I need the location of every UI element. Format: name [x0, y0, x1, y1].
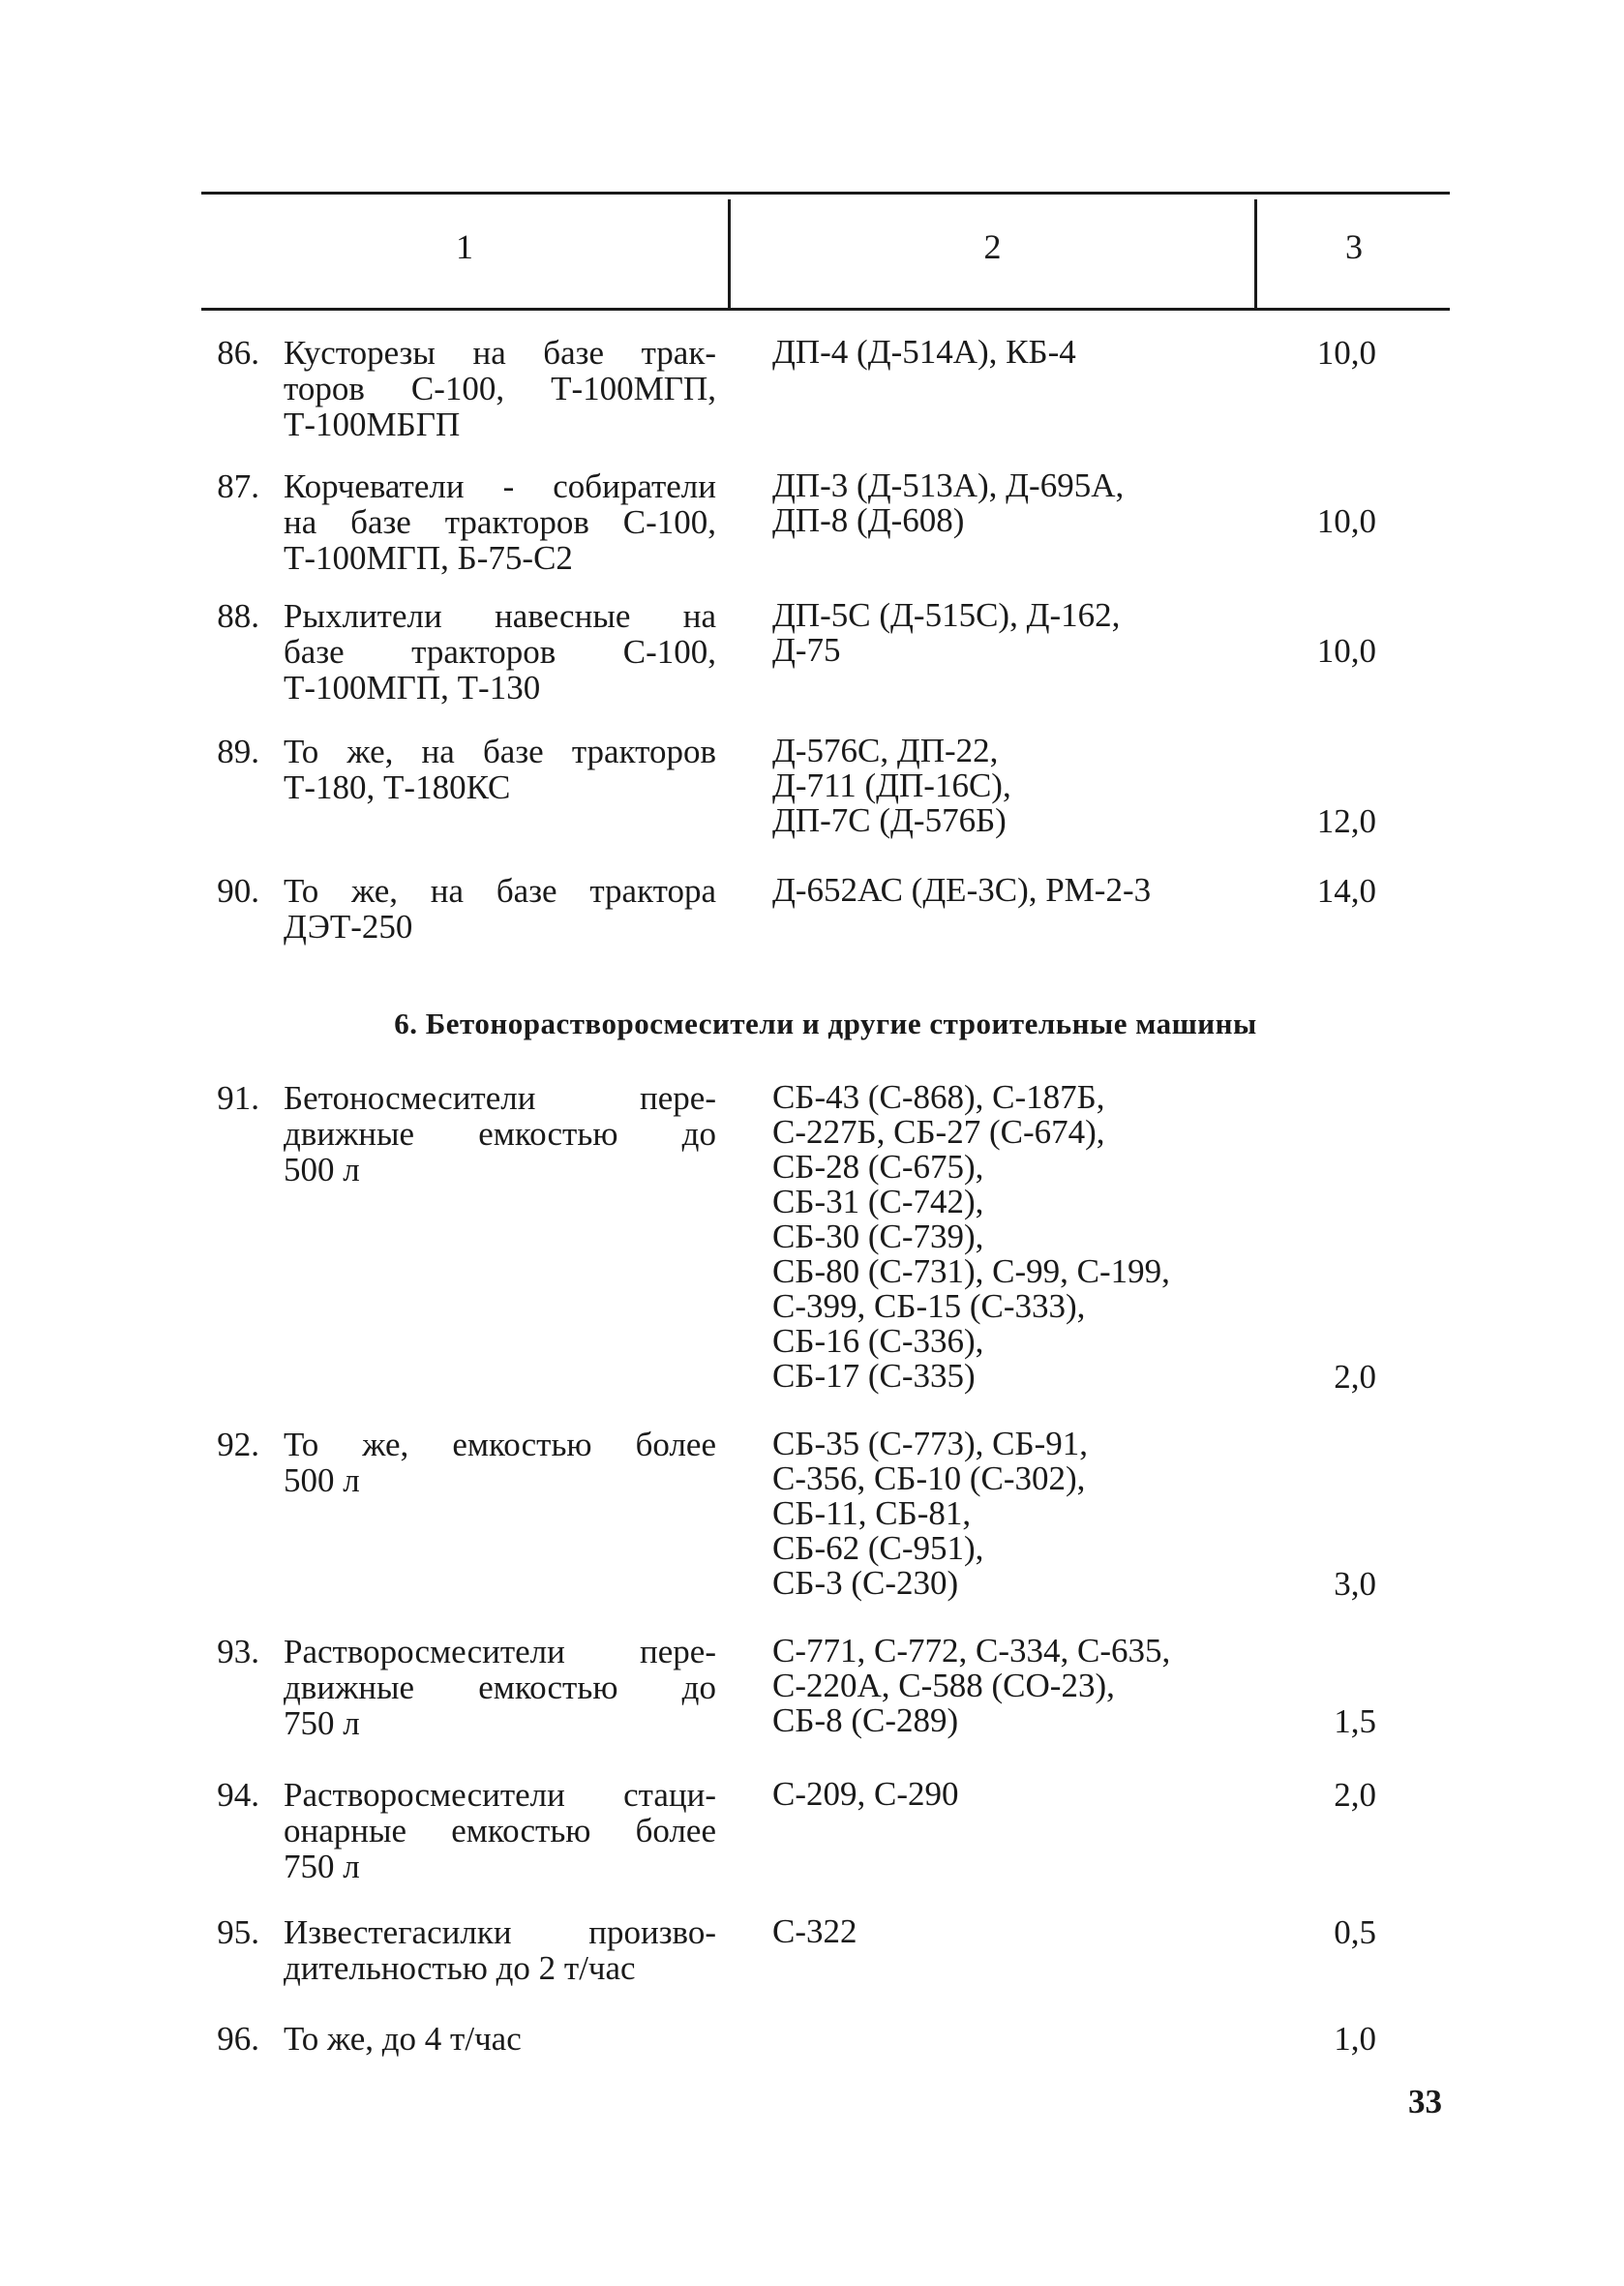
row-value: 1,5	[1334, 1702, 1376, 1740]
row-models	[772, 1427, 1276, 1601]
row-name-line: Т-180, Т-180КС	[284, 768, 511, 806]
section-title: 6. Бетонорастворосмесители и другие строительные машины	[394, 1007, 1257, 1040]
model-line: СБ-30 (С-739),	[772, 1218, 984, 1255]
row-name-line: Т-100МГП, Б-75-С2	[284, 539, 573, 577]
row-name	[284, 468, 716, 576]
row-value: 10,0	[1316, 632, 1376, 670]
row-name-line: То же, емкостью более	[284, 1426, 716, 1463]
model-line: СБ-16 (С-336),	[772, 1322, 984, 1360]
model-line: С-209, С-290	[772, 1775, 959, 1813]
row-number: 86.	[217, 334, 259, 372]
row-name	[284, 335, 716, 442]
header-col-3: 3	[1345, 227, 1363, 266]
row-name	[284, 1634, 716, 1741]
model-line: Д-711 (ДП-16С),	[772, 767, 1011, 804]
row-number: 95.	[217, 1913, 259, 1951]
row-name	[284, 1427, 716, 1498]
table-top-rule	[201, 192, 1450, 195]
model-line: Д-652АС (ДЕ-3С), РМ-2-3	[772, 871, 1152, 909]
model-line: ДП-5С (Д-515С), Д-162,	[772, 596, 1121, 634]
model-line: СБ-35 (С-773), СБ-91,	[772, 1425, 1089, 1462]
row-name-line: То же, на базе трактора	[284, 872, 716, 910]
model-line: СБ-8 (С-289)	[772, 1701, 959, 1739]
row-name-line: торов С-100, Т-100МГП,	[284, 370, 716, 407]
row-name	[284, 1080, 716, 1188]
row-number: 96.	[217, 2020, 259, 2058]
row-name-line: Т-100МБГП	[284, 406, 461, 443]
row-value: 14,0	[1316, 872, 1376, 910]
model-line: Д-576С, ДП-22,	[772, 732, 999, 769]
row-number: 89.	[217, 733, 259, 770]
row-value: 0,5	[1334, 1913, 1376, 1951]
row-models	[772, 1634, 1276, 1738]
row-name-line: Растворосмесители пере-	[284, 1633, 716, 1670]
row-name-line: Рыхлители навесные на	[284, 597, 716, 635]
row-models	[772, 335, 1276, 370]
row-name-line: Т-100МГП, Т-130	[284, 669, 541, 707]
model-line: Д-75	[772, 631, 841, 669]
row-models	[772, 1914, 1276, 1949]
row-name	[284, 873, 716, 945]
row-name-line: Кусторезы на базе трак-	[284, 334, 716, 372]
row-number: 94.	[217, 1776, 259, 1814]
model-line: СБ-28 (С-675),	[772, 1148, 984, 1186]
row-number: 88.	[217, 597, 259, 635]
row-value: 10,0	[1316, 502, 1376, 540]
row-name	[284, 734, 716, 805]
row-number: 90.	[217, 872, 259, 910]
model-line: С-322	[772, 1912, 857, 1950]
row-name-line: на базе тракторов С-100,	[284, 503, 716, 541]
row-name-line: онарные емкостью более	[284, 1812, 716, 1850]
row-name-line: То же, на базе тракторов	[284, 733, 716, 770]
model-line: СБ-3 (С-230)	[772, 1564, 959, 1602]
row-name-line: 500 л	[284, 1151, 360, 1188]
model-line: С-771, С-772, С-334, С-635,	[772, 1632, 1171, 1669]
row-name-line: дительностью до 2 т/час	[284, 1949, 636, 1987]
model-line: СБ-80 (С-731), С-99, С-199,	[772, 1252, 1170, 1290]
model-line: ДП-7С (Д-576Б)	[772, 801, 1007, 839]
row-name	[284, 1777, 716, 1884]
row-value: 12,0	[1316, 802, 1376, 840]
row-name-line: То же, до 4 т/час	[284, 2020, 522, 2058]
row-name	[284, 2021, 716, 2057]
row-name	[284, 598, 716, 706]
row-name-line: движные емкостью до	[284, 1669, 716, 1706]
row-models	[772, 1080, 1276, 1394]
row-name-line: движные емкостью до	[284, 1115, 716, 1153]
page-number: 33	[1408, 2083, 1442, 2121]
row-value: 10,0	[1316, 334, 1376, 372]
row-models	[772, 873, 1276, 908]
model-line: С-227Б, СБ-27 (С-674),	[772, 1113, 1105, 1151]
model-line: С-356, СБ-10 (С-302),	[772, 1459, 1086, 1497]
model-line: СБ-43 (С-868), С-187Б,	[772, 1078, 1105, 1116]
row-name-line: Растворосмесители стаци-	[284, 1776, 716, 1814]
header-col-1: 1	[456, 227, 473, 266]
row-name-line: ДЭТ-250	[284, 908, 413, 946]
row-value: 2,0	[1334, 1358, 1376, 1396]
model-line: ДП-3 (Д-513А), Д-695А,	[772, 466, 1125, 504]
model-line: СБ-31 (С-742),	[772, 1183, 984, 1220]
model-line: С-220А, С-588 (СО-23),	[772, 1667, 1115, 1704]
row-name-line: 750 л	[284, 1704, 360, 1742]
row-name-line: Бетоносмесители пере-	[284, 1079, 716, 1117]
row-value: 1,0	[1334, 2020, 1376, 2058]
model-line: ДП-4 (Д-514А), КБ-4	[772, 333, 1076, 371]
table-header-rule	[201, 308, 1450, 311]
row-name-line: Известегасилки произво-	[284, 1913, 716, 1951]
row-models	[772, 1777, 1276, 1812]
row-number: 91.	[217, 1079, 259, 1117]
model-line: С-399, СБ-15 (С-333),	[772, 1287, 1086, 1325]
row-name	[284, 1914, 716, 1986]
row-models	[772, 598, 1276, 668]
header-col-2: 2	[983, 227, 1002, 266]
row-name-line: 500 л	[284, 1461, 360, 1499]
model-line: СБ-17 (С-335)	[772, 1357, 976, 1395]
row-models	[772, 468, 1276, 538]
model-line: СБ-11, СБ-81,	[772, 1494, 972, 1532]
model-line: ДП-8 (Д-608)	[772, 501, 965, 539]
row-models	[772, 734, 1276, 838]
row-number: 87.	[217, 467, 259, 505]
row-value: 2,0	[1334, 1776, 1376, 1814]
row-value: 3,0	[1334, 1565, 1376, 1603]
row-number: 93.	[217, 1633, 259, 1670]
model-line: СБ-62 (С-951),	[772, 1529, 984, 1567]
row-name-line: базе тракторов С-100,	[284, 633, 716, 671]
row-name-line: 750 л	[284, 1848, 360, 1885]
row-name-line: Корчеватели - собиратели	[284, 467, 716, 505]
row-number: 92.	[217, 1426, 259, 1463]
